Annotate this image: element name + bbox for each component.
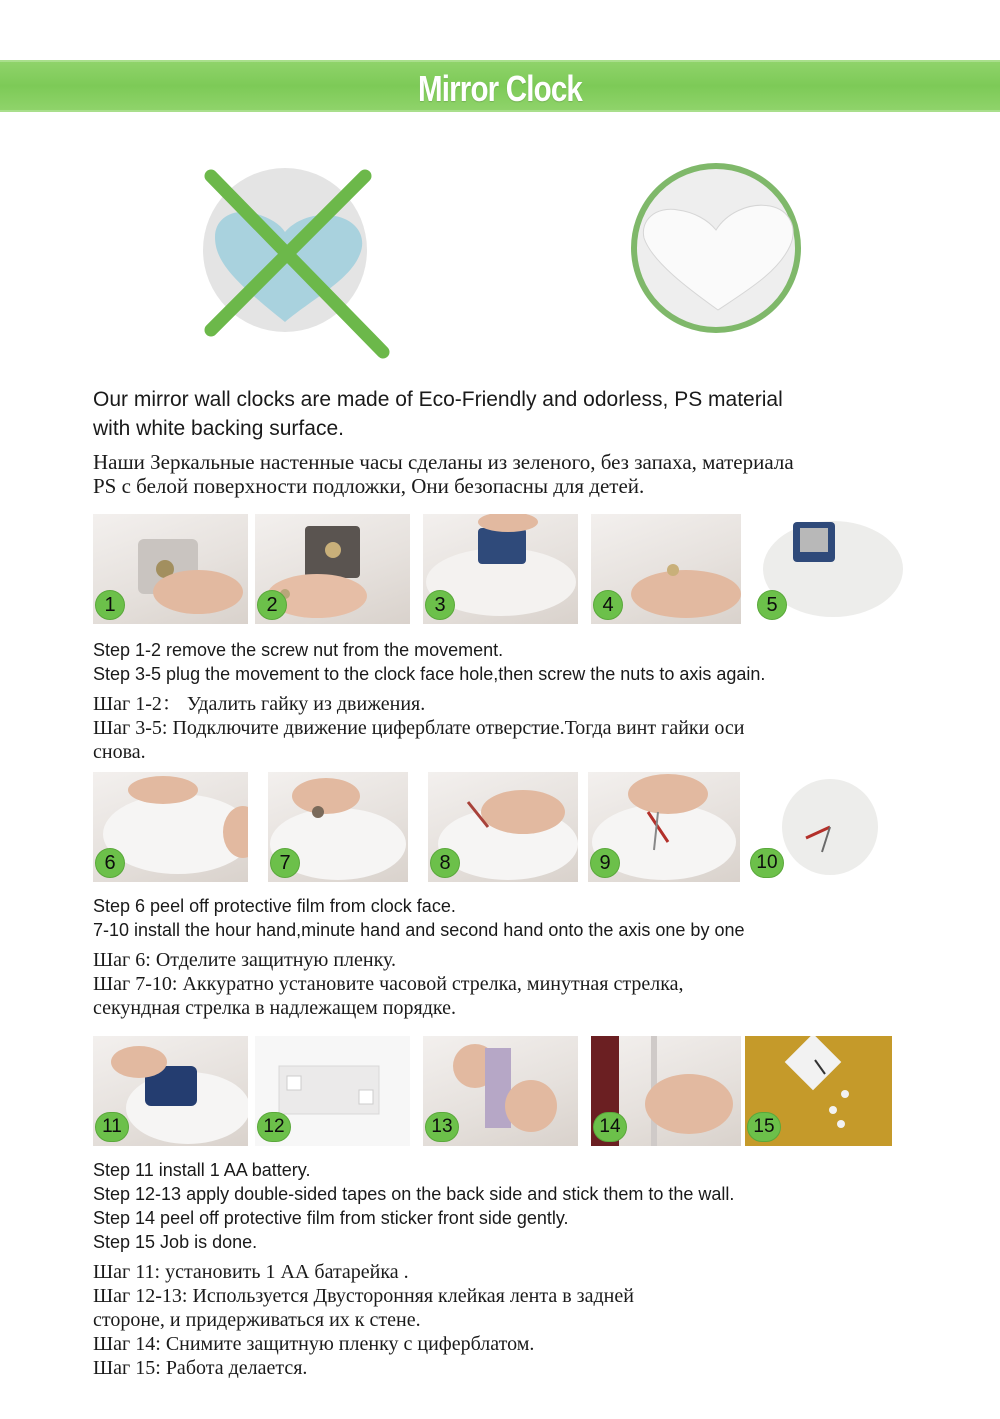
step-photo	[591, 1036, 741, 1146]
steps-1-5-instructions-ru	[93, 692, 973, 764]
material-description-ru	[93, 450, 953, 498]
right-material-figure	[630, 162, 805, 337]
instruction-line: стороне, и придерживаться их к стене.	[93, 1309, 421, 1331]
steps-1-5-photo-row	[93, 514, 905, 630]
step-photo	[268, 772, 408, 882]
step-number-badge: 8	[430, 848, 460, 878]
step-number-badge: 10	[750, 848, 784, 878]
instruction-line: Step 11 install 1 AA battery.	[93, 1160, 311, 1180]
steps-6-10-photo-row	[93, 772, 905, 888]
instruction-line: Шаг 3-5: Подключите движение циферблате отверстие.Тогда винт гайки оси	[93, 717, 745, 739]
steps-6-10-instructions-en	[93, 894, 973, 942]
steps-11-15-instructions-en	[93, 1158, 973, 1254]
step-photo	[423, 1036, 578, 1146]
step-number-badge: 13	[425, 1112, 459, 1142]
step-number-badge: 11	[95, 1112, 129, 1142]
steps-11-15-instructions-ru	[93, 1260, 973, 1380]
instruction-line: 7-10 install the hour hand,minute hand and second hand onto the axis one by one	[93, 920, 745, 940]
step-photo	[755, 514, 905, 624]
step-photo	[588, 772, 740, 882]
step-photo	[748, 772, 905, 882]
step-photo	[428, 772, 578, 882]
step-number-badge: 9	[590, 848, 620, 878]
instruction-line: Шаг 11: установить 1 АА батарейка .	[93, 1261, 409, 1283]
step-photo	[423, 514, 578, 624]
instruction-line: Шаг 6: Отделите защитную пленку.	[93, 949, 397, 971]
page-title: Mirror Clock	[417, 68, 583, 109]
step-number-badge: 12	[257, 1112, 291, 1142]
step-photo	[93, 1036, 248, 1146]
step-number-badge: 15	[747, 1112, 781, 1142]
material-description-en-line: with white backing surface.	[93, 417, 344, 440]
steps-11-15-photo-row	[93, 1036, 905, 1152]
step-number-badge: 6	[95, 848, 125, 878]
material-description-en	[93, 385, 933, 443]
instruction-line: Step 3-5 plug the movement to the clock face hole,then screw the nuts to axis again.	[93, 664, 766, 684]
instruction-line: снова.	[93, 741, 146, 763]
step-photo	[591, 514, 741, 624]
step-photo	[745, 1036, 892, 1146]
title-banner	[0, 60, 1000, 112]
material-description-ru-line: PS с белой поверхности подложки, Они безопасны для детей.	[93, 474, 645, 498]
step-photo	[255, 514, 410, 624]
step-photo	[93, 772, 248, 882]
step-number-badge: 4	[593, 590, 623, 620]
instruction-line: Step 1-2 remove the screw nut from the movement.	[93, 640, 504, 660]
instruction-line: Step 15 Job is done.	[93, 1232, 258, 1252]
wrong-material-figure	[195, 162, 395, 362]
instruction-line: Step 14 peel off protective film from sticker front side gently.	[93, 1208, 569, 1228]
instruction-line: Шаг 1-2： Удалить гайку из движения.	[93, 693, 426, 715]
instruction-line: Step 6 peel off protective film from clock face.	[93, 896, 456, 916]
material-description-en-line: Our mirror wall clocks are made of Eco-Friendly and odorless, PS material	[93, 388, 783, 411]
steps-6-10-instructions-ru	[93, 948, 973, 1020]
step-number-badge: 14	[593, 1112, 627, 1142]
step-number-badge: 3	[425, 590, 455, 620]
instruction-line: Шаг 14: Снимите защитную пленку с циферблатом.	[93, 1333, 535, 1355]
step-number-badge: 2	[257, 590, 287, 620]
step-number-badge: 7	[270, 848, 300, 878]
material-description-ru-line: Наши Зеркальные настенные часы сделаны из зеленого, без запаха, материала	[93, 450, 794, 474]
instruction-line: секундная стрелка в надлежащем порядке.	[93, 997, 456, 1019]
step-photo	[93, 514, 248, 624]
instruction-line: Шаг 7-10: Аккуратно установите часовой стрелка, минутная стрелка,	[93, 973, 684, 995]
step-number-badge: 1	[95, 590, 125, 620]
step-number-badge: 5	[757, 590, 787, 620]
step-photo	[255, 1036, 410, 1146]
instruction-line: Шаг 12-13: Используется Двусторонняя клейкая лента в задней	[93, 1285, 634, 1307]
steps-1-5-instructions-en	[93, 638, 973, 686]
instruction-line: Step 12-13 apply double-sided tapes on the back side and stick them to the wall.	[93, 1184, 735, 1204]
instruction-line: Шаг 15: Работа делается.	[93, 1357, 308, 1379]
